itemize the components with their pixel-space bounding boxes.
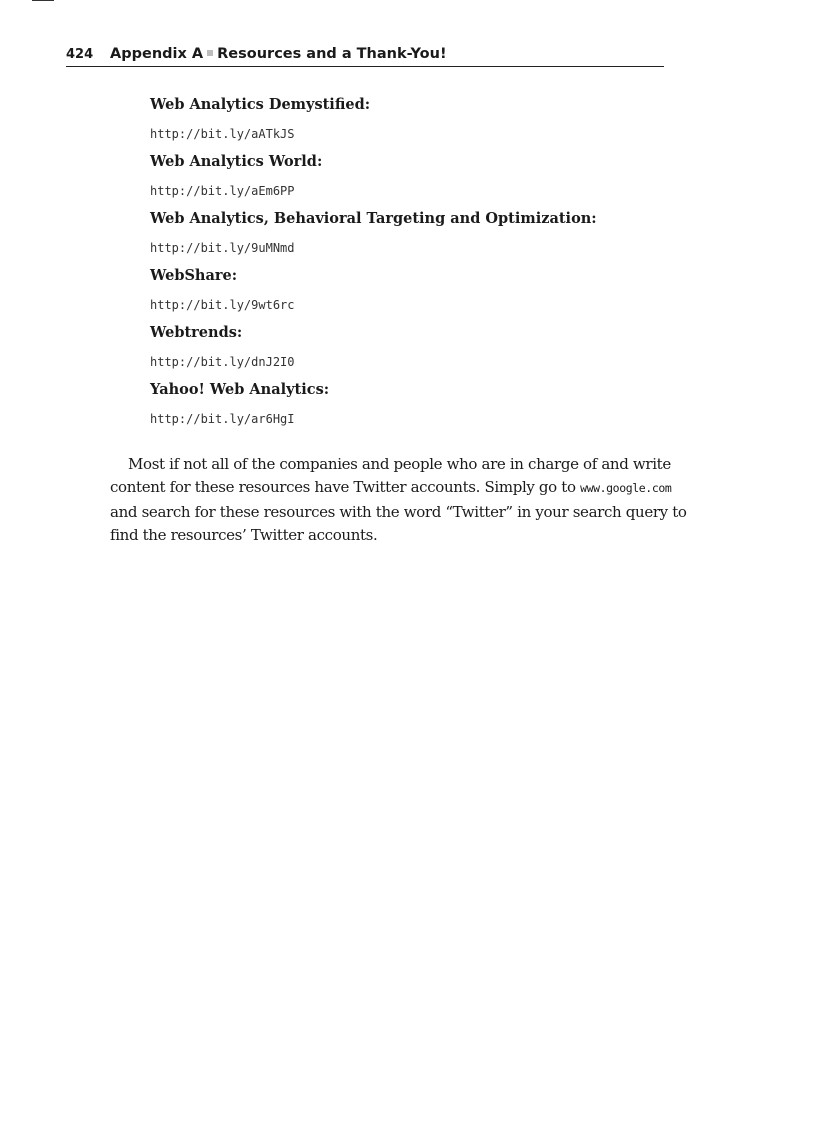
section-title: Resources and a Thank-You! [217,46,447,62]
resource-entry [150,94,670,151]
paragraph-line: Most if not all of the companies and people who are in charge of and write [128,455,671,473]
paragraph-text: content for these resources have Twitter accounts. Simply go to [110,478,581,497]
resource-title: Web Analytics, Behavioral Targeting and Optimization: [150,210,597,227]
separator-square-icon [207,50,213,56]
body-paragraph [110,453,687,548]
page-number: 424 [66,47,94,62]
resource-title: Web Analytics Demystified: [150,96,371,113]
chapter-label: Appendix A [110,46,204,62]
resource-entry [150,208,670,265]
resource-entry [150,379,670,436]
resource-list [150,94,670,436]
resource-title: Web Analytics World: [150,153,323,170]
resource-entry [150,151,670,208]
resource-title: WebShare: [150,267,238,284]
crop-mark [32,0,54,1]
google-link[interactable]: www.google.com [580,481,672,496]
resource-url[interactable]: http://bit.ly/dnJ2I0 [150,355,295,369]
resource-url[interactable]: http://bit.ly/aEm6PP [150,184,295,198]
resource-title: Webtrends: [150,324,243,341]
paragraph-line: find the resources’ Twitter accounts. [110,526,378,545]
resource-entry [150,265,670,322]
resource-url[interactable]: http://bit.ly/aATkJS [150,127,295,141]
paragraph-line [110,476,672,500]
resource-url[interactable]: http://bit.ly/9wt6rc [150,298,295,312]
resource-url[interactable]: http://bit.ly/ar6HgI [150,412,295,426]
paragraph-line: and search for these resources with the word “Twitter” in your search query to [110,502,687,521]
resource-title: Yahoo! Web Analytics: [150,381,330,398]
resource-url[interactable]: http://bit.ly/9uMNmd [150,241,295,255]
running-head [66,44,664,67]
resource-entry [150,322,670,379]
